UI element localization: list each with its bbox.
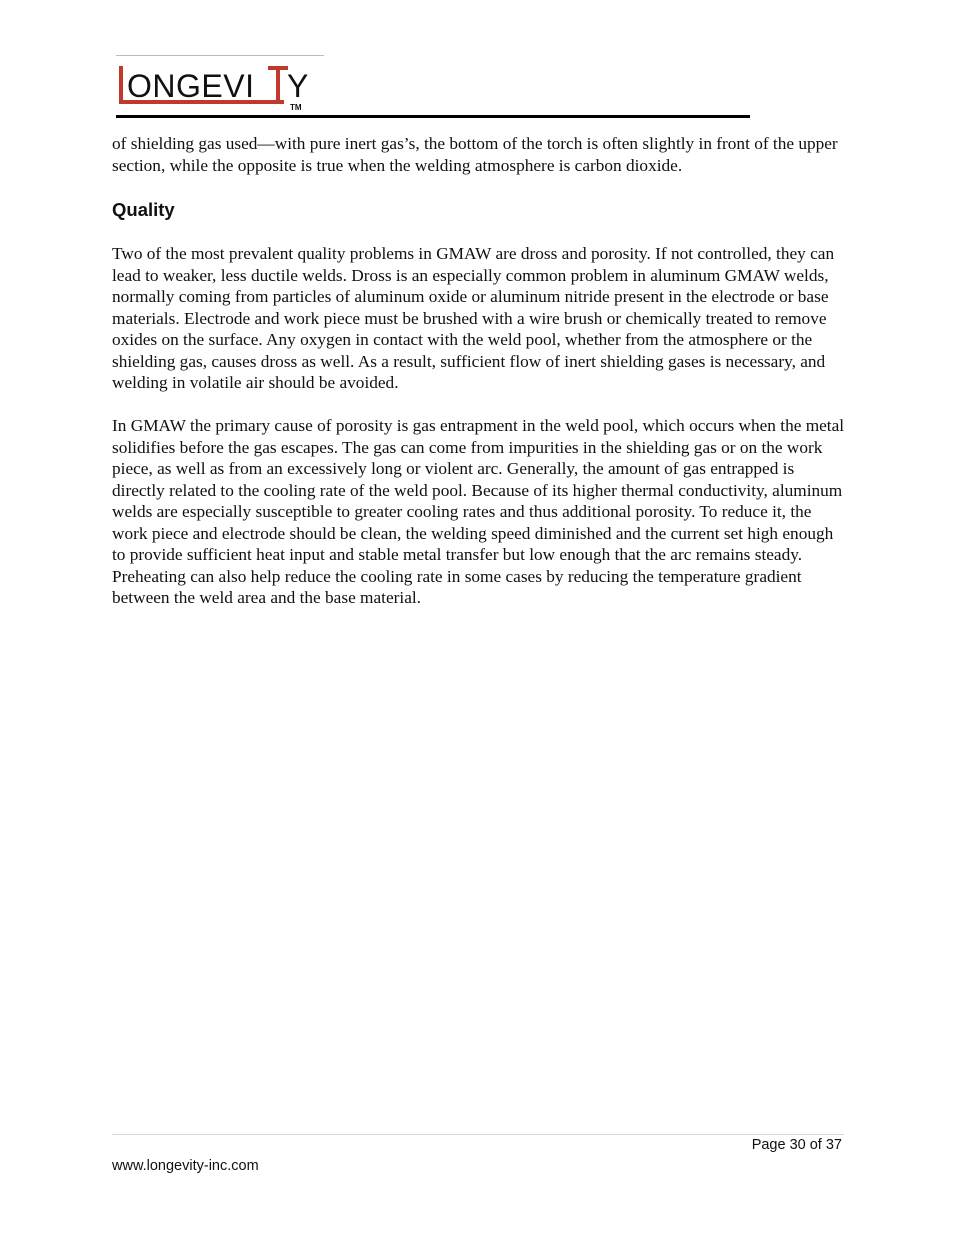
logo-wordmark: ONGEVI <box>127 68 255 104</box>
body-paragraph: In GMAW the primary cause of porosity is gas entrapment in the weld pool, which occurs when the metal solidifies before the gas escapes. The gas can come from impurities in the shielding gas or on the work piece, as well as from an excessively long or violent arc. Generally, the amount of gas entrapped is directly related to the cooling rate of the weld pool. Because of its higher thermal conductivity, aluminum welds are especially susceptible to greater cooling rates and thus additional porosity. To reduce it, the work piece and electrode should be clean, the welding speed diminished and the current set high enough to provide sufficient heat input and stable metal transfer but low enough that the arc remains steady. Preheating can also help reduce the cooling rate in some cases by reducing the temperature gradient between the weld area and the base material. <box>112 416 845 607</box>
intro-paragraph: of shielding gas used—with pure inert gas’s, the bottom of the torch is often slightly in front of the upper section, while the opposite is true when the welding atmosphere is carbon dioxide. <box>112 134 838 175</box>
logo-tm: TM <box>290 103 302 112</box>
longevity-logo <box>116 55 326 113</box>
logo-wordmark-y: Y <box>287 68 309 104</box>
website-link[interactable]: www.longevity-inc.com <box>112 1158 259 1174</box>
footer-rule <box>112 1134 844 1135</box>
body-paragraph: Two of the most prevalent quality problems in GMAW are dross and porosity. If not controlled, they can lead to weaker, less ductile welds. Dross is an especially common problem in aluminum GMAW welds, normally coming from particles of aluminum oxide or aluminum nitride present in the electrode or base materials. Electrode and work piece must be brushed with a wire brush or chemically treated to remove oxides on the surface. Any oxygen in contact with the weld pool, whether from the atmosphere or the shielding gas, causes dross as well. As a result, sufficient flow of inert shielding gases is necessary, and welding in volatile air should be avoided. <box>112 244 835 392</box>
page-number: Page 30 of 37 <box>751 1137 842 1153</box>
section-heading: Quality <box>112 199 175 220</box>
document-body <box>112 133 848 609</box>
header-rule <box>116 115 750 118</box>
